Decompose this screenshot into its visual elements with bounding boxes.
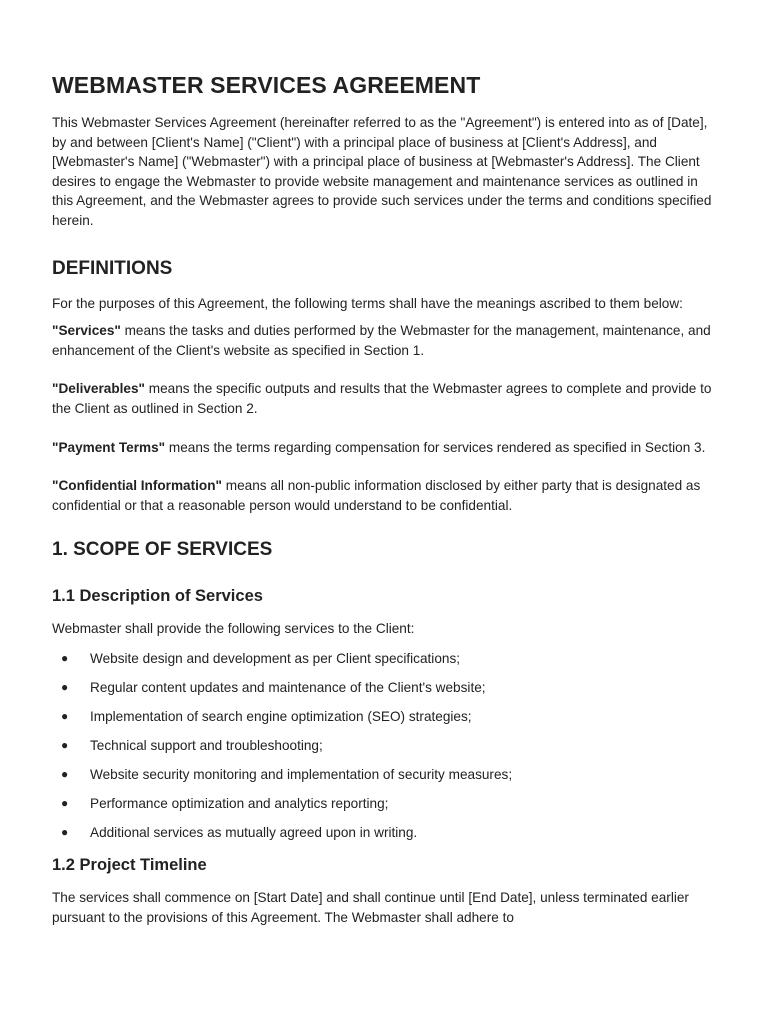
definition-text: means all non-public information disclosed by either party that is designated as confidential or that a reasonable person would understand to be confidential. xyxy=(52,478,701,513)
timeline-heading: 1.2 Project Timeline xyxy=(52,856,207,875)
definition-term: "Confidential Information" xyxy=(52,478,222,494)
list-item: ● Performance optimization and analytics reporting; xyxy=(52,794,718,814)
bullet-icon: ● xyxy=(61,766,69,781)
services-list xyxy=(52,649,718,843)
list-item: ● Website security monitoring and implementation of security measures; xyxy=(52,765,718,785)
list-item: ● Regular content updates and maintenance of the Client's website; xyxy=(52,678,718,698)
definition-payment-terms xyxy=(52,438,718,458)
bullet-icon: ● xyxy=(61,708,69,723)
definition-deliverables xyxy=(52,379,718,418)
list-item: ● Technical support and troubleshooting; xyxy=(52,736,718,756)
list-item: ● Implementation of search engine optimization (SEO) strategies; xyxy=(52,707,718,727)
timeline-paragraph: The services shall commence on [Start Date] and shall continue until [End Date], unless terminated earlier pursuant to the provisions of this Agreement. The Webmaster shall adhere to xyxy=(52,890,689,925)
description-lead: Webmaster shall provide the following services to the Client: xyxy=(52,621,415,637)
intro-paragraph: This Webmaster Services Agreement (hereinafter referred to as the "Agreement") is entered into as of [Date], by and between [Client's Name] ("Client") with a principal place of business at [Client's Address], and [Webmaster's Name] ("Webmaster") with a principal place of business at [Webmaster's Address]. The Client desires to engage the Webmaster to provide website management and maintenance services as outlined in this Agreement, and the Webmaster agrees to provide such services under the terms and conditions specified herein. xyxy=(52,115,712,228)
bullet-icon: ● xyxy=(61,737,69,752)
list-item: ● Additional services as mutually agreed upon in writing. xyxy=(52,823,718,843)
scope-heading: 1. SCOPE OF SERVICES xyxy=(52,539,273,561)
bullet-icon: ● xyxy=(61,795,69,810)
definition-confidential-information xyxy=(52,476,718,515)
definition-term: "Payment Terms" xyxy=(52,439,166,455)
definitions-heading: DEFINITIONS xyxy=(52,257,173,279)
definition-text: means the terms regarding compensation for services rendered as specified in Section 3. xyxy=(165,439,706,455)
definition-term: "Deliverables" xyxy=(52,381,145,397)
bullet-icon: ● xyxy=(61,679,69,694)
bullet-icon: ● xyxy=(61,824,69,839)
definitions-lead: For the purposes of this Agreement, the following terms shall have the meanings ascribed to them below: xyxy=(52,295,683,311)
definition-text: means the tasks and duties performed by the Webmaster for the management, maintenance, and enhancement of the Client's website as specified in Section 1. xyxy=(52,323,711,358)
definition-term: "Services" xyxy=(52,323,121,339)
definition-services xyxy=(52,321,718,360)
bullet-icon: ● xyxy=(61,650,69,665)
description-heading: 1.1 Description of Services xyxy=(52,587,263,606)
definition-text: means the specific outputs and results that the Webmaster agrees to complete and provide to the Client as outlined in Section 2. xyxy=(52,381,712,416)
list-item: ● Website design and development as per Client specifications; xyxy=(52,649,718,669)
document-title: WEBMASTER SERVICES AGREEMENT xyxy=(52,72,481,98)
